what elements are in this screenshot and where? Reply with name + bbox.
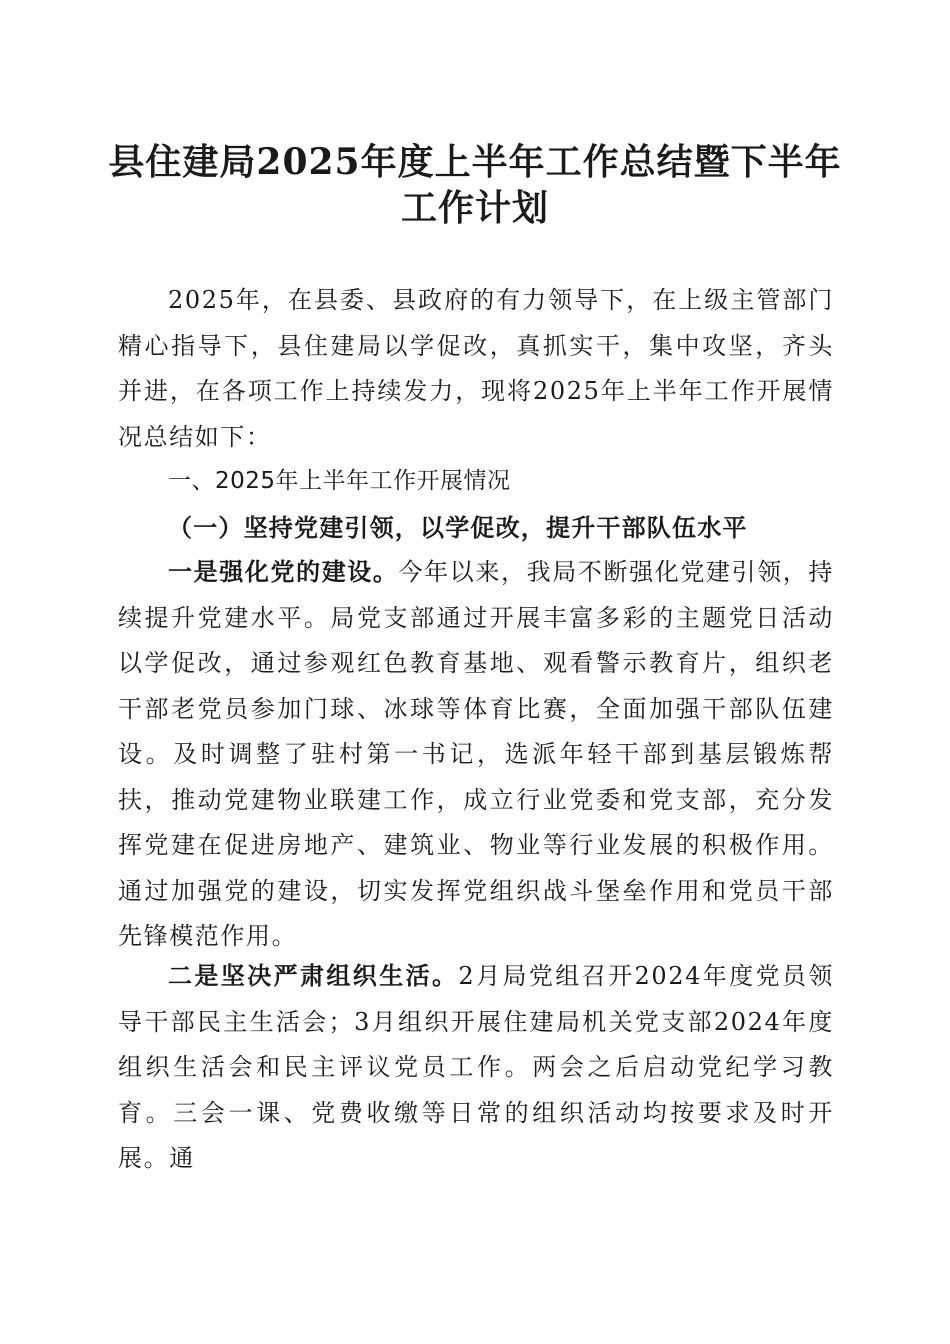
intro-paragraph: 2025年，在县委、县政府的有力领导下，在上级主管部门精心指导下，县住建局以学促改，真抓实干，集中攻坚，齐头并进，在各项工作上持续发力，现将2025年上半年工作开展情况总结如下： [118, 286, 834, 451]
subsection-heading-1: （一）坚持党建引领，以学促改，提升干部队伍水平 [168, 513, 748, 542]
document-title-line-2: 工作计划 [400, 187, 549, 229]
paragraph-organizational-life-body: 2月局党组召开2024年度党员领导干部民主生活会；3月组织开展住建局机关党支部2024年度组织生活会和民主评议党员工作。两会之后启动党纪学习教育。三会一课、党费收缴等日常的组织活动均按要求及时开展。通 [118, 962, 834, 1172]
paragraph-party-building-body: 今年以来，我局不断强化党建引领，持续提升党建水平。局党支部通过开展丰富多彩的主题党日活动以学促改，通过参观红色教育基地、观看警示教育片，组织老干部老党员参加门球、冰球等体育比赛，全面加强干部队伍建设。及时调整了驻村第一书记，选派年轻干部到基层锻炼帮扶，推动党建物业联建工作，成立行业党委和党支部，充分发挥党建在促进房地产、建筑业、物业等行业发展的积极作用。通过加强党的建设，切实发挥党组织战斗堡垒作用和党员干部先锋模范作用。 [118, 558, 834, 950]
paragraph-party-building-lead: 一是强化党的建设。 [168, 557, 399, 586]
paragraph-party-building [118, 549, 834, 960]
section-heading-1: 一、2025年上半年工作开展情况 [168, 468, 511, 494]
paragraph-organizational-life [118, 953, 834, 1182]
paragraph-organizational-life-lead: 二是坚决严肃组织生活。 [168, 961, 459, 990]
document-title-line-1: 县住建局2025年度上半年工作总结暨下半年 [108, 141, 842, 183]
